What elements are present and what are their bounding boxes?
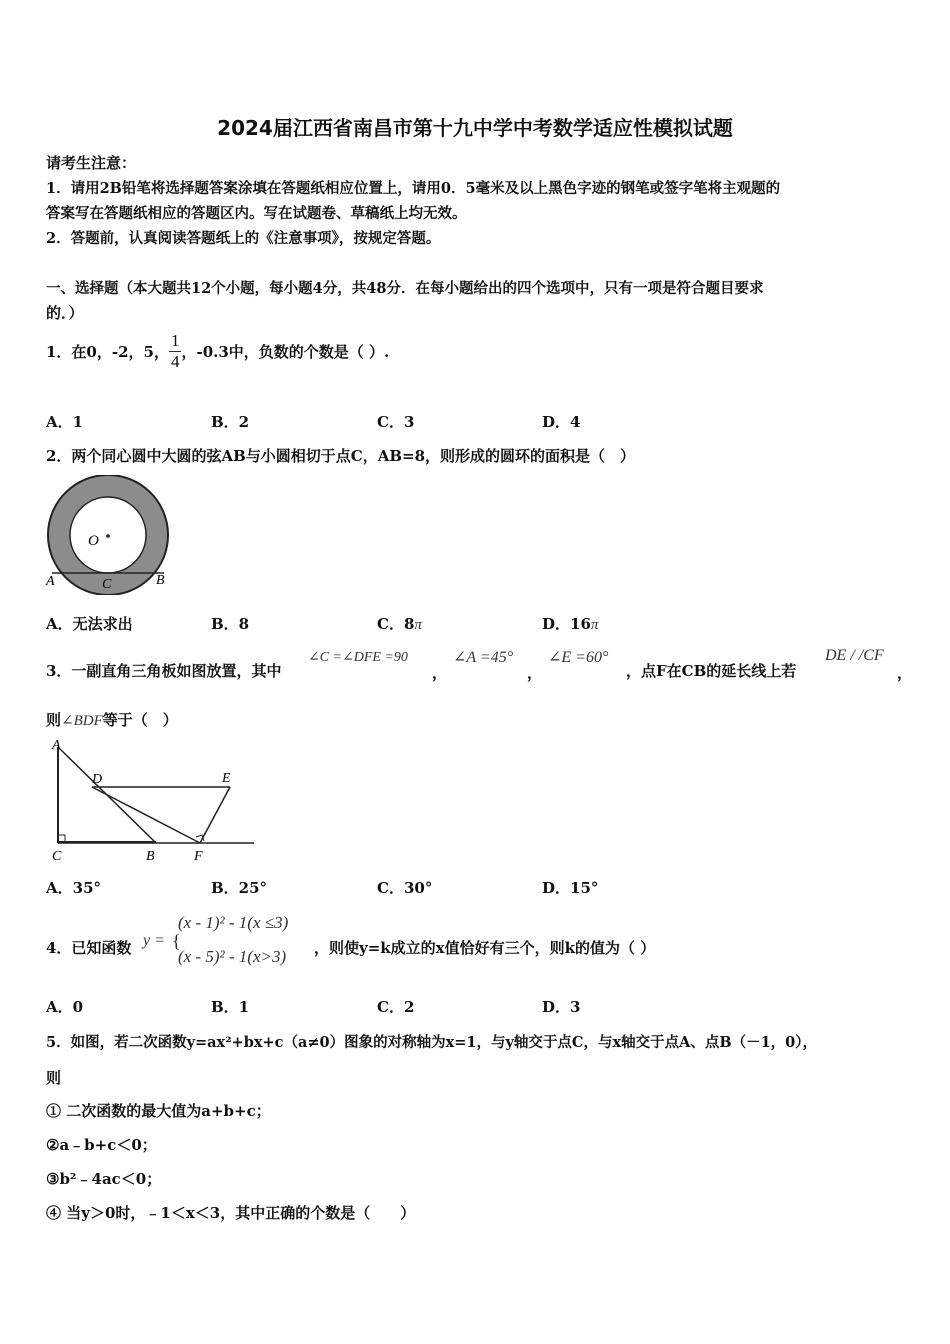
page-title: 2024届江西省南昌市第十九中学中考数学适应性模拟试题 xyxy=(217,116,733,140)
center-point xyxy=(106,534,110,538)
label-a: A xyxy=(52,738,61,753)
q1-option-d: D．4 xyxy=(542,413,581,431)
q3-prefix: 3．一副直角三角板如图放置，其中 xyxy=(46,662,282,680)
q1-frac-num: 1 xyxy=(170,330,180,350)
q3-option-b: B．25° xyxy=(211,879,268,897)
q1-prefix: 1．在0，-2，5， xyxy=(46,342,169,361)
q5-item-4: ④ 当y＞0时，﹣1＜x＜3，其中正确的个数是（ ） xyxy=(46,1204,416,1222)
q3-option-d: D．15° xyxy=(542,879,599,897)
q3-comma1: ， xyxy=(432,664,448,682)
notice-line1b: 答案写在答题纸相应的答题区内。写在试题卷、草稿纸上均无效。 xyxy=(46,205,467,222)
q4-option-d: D．3 xyxy=(542,998,581,1016)
q3-line2 xyxy=(46,709,178,730)
q1-option-b: B．2 xyxy=(211,413,250,431)
label-f: F xyxy=(194,849,203,864)
q3-mid: ，点F在CB的延长线上若 xyxy=(626,662,797,680)
notice-line2: 2．答题前，认真阅读答题纸上的《注意事项》，按规定答题。 xyxy=(46,230,441,247)
notice-line1a: 1．请用2B铅笔将选择题答案涂填在答题纸相应位置上，请用0．5毫米及以上黑色字迹的钢笔或签字笔将主观题的 xyxy=(46,180,781,197)
right-angle-c xyxy=(58,835,65,842)
q3-cond1: ∠C =∠DFE =90 xyxy=(308,650,408,665)
annulus-figure xyxy=(44,475,174,595)
q1-option-a: A．1 xyxy=(46,413,84,431)
q3-line2-prefix: 则 xyxy=(46,711,62,729)
q2-option-c-label: C．8 xyxy=(377,615,415,633)
q2-option-d xyxy=(542,613,598,634)
q3-option-a: A．35° xyxy=(46,879,102,897)
q4-option-a: A．0 xyxy=(46,998,84,1016)
q4-option-b: B．1 xyxy=(211,998,250,1016)
q1-option-c: C．3 xyxy=(377,413,415,431)
q4-case2: (x - 5)² - 1(x>3) xyxy=(178,947,287,966)
label-o: O xyxy=(88,533,99,549)
q4-y-equals: y = xyxy=(143,932,165,949)
q3-cond3: ∠E =60° xyxy=(548,649,609,666)
q1-suffix: ，-0.3中，负数的个数是（ ）. xyxy=(181,342,390,361)
section1-line1: 一、选择题（本大题共12个小题，每小题4分，共48分．在每小题给出的四个选项中，只有一项是符合题目要求 xyxy=(46,280,764,297)
q2-option-b: B．8 xyxy=(211,615,250,633)
q5-line1: 5．如图，若二次函数y=ax²+bx+c（a≠0）图象的对称轴为x=1，与y轴交于点C，与x轴交于点A、点B（－1，0）， xyxy=(46,1034,818,1051)
triangle-figure xyxy=(44,737,260,865)
q5-item-1: ① 二次函数的最大值为a+b+c； xyxy=(46,1102,271,1120)
question-1 xyxy=(46,326,389,376)
q4-prefix: 4．已知函数 xyxy=(46,939,132,957)
q3-cond2: ∠A =45° xyxy=(453,649,514,666)
label-d: D xyxy=(92,772,103,787)
q3-comma2: ， xyxy=(527,664,543,682)
q3-option-c: C．30° xyxy=(377,879,433,897)
q2-option-c xyxy=(377,613,422,634)
segment-ef xyxy=(200,787,230,843)
q4-suffix: ，则使y=k成立的x值恰好有三个，则k的值为（ ） xyxy=(314,939,656,957)
label-b: B xyxy=(146,849,155,864)
label-c: C xyxy=(52,849,62,864)
q4-case1: (x - 1)² - 1(x ≤3) xyxy=(178,913,289,932)
q2-option-a: A．无法求出 xyxy=(46,615,133,633)
q5-line2: 则 xyxy=(46,1069,62,1087)
label-c: C xyxy=(102,577,112,592)
label-b: B xyxy=(156,573,165,588)
q4-brace: { xyxy=(172,931,181,951)
q1-frac-den: 4 xyxy=(170,351,180,371)
q3-angle-bdf: ∠BDF xyxy=(61,713,103,729)
notice-heading: 请考生注意： xyxy=(46,154,137,172)
right-angle-f xyxy=(196,835,204,841)
section1-line2: 的．） xyxy=(46,304,84,322)
q2-option-d-label: D．16 xyxy=(542,615,591,633)
label-a: A xyxy=(46,574,55,589)
q1-fraction xyxy=(169,331,182,372)
pi-symbol: π xyxy=(590,617,599,633)
q3-line2-suffix: 等于（ ） xyxy=(102,711,178,729)
q4-option-c: C．2 xyxy=(377,998,415,1016)
segment-df xyxy=(92,787,200,843)
question-2: 2．两个同心圆中大圆的弦AB与小圆相切于点C，AB=8，则形成的圆环的面积是（ ） xyxy=(46,447,636,465)
label-e: E xyxy=(222,771,231,786)
pi-symbol: π xyxy=(414,617,422,633)
q3-cond4: DE / /CF xyxy=(825,647,884,664)
q5-item-3: ③b²﹣4ac＜0； xyxy=(46,1170,162,1188)
q5-item-2: ②a﹣b+c＜0； xyxy=(46,1136,157,1154)
q3-end: ， xyxy=(897,664,913,682)
